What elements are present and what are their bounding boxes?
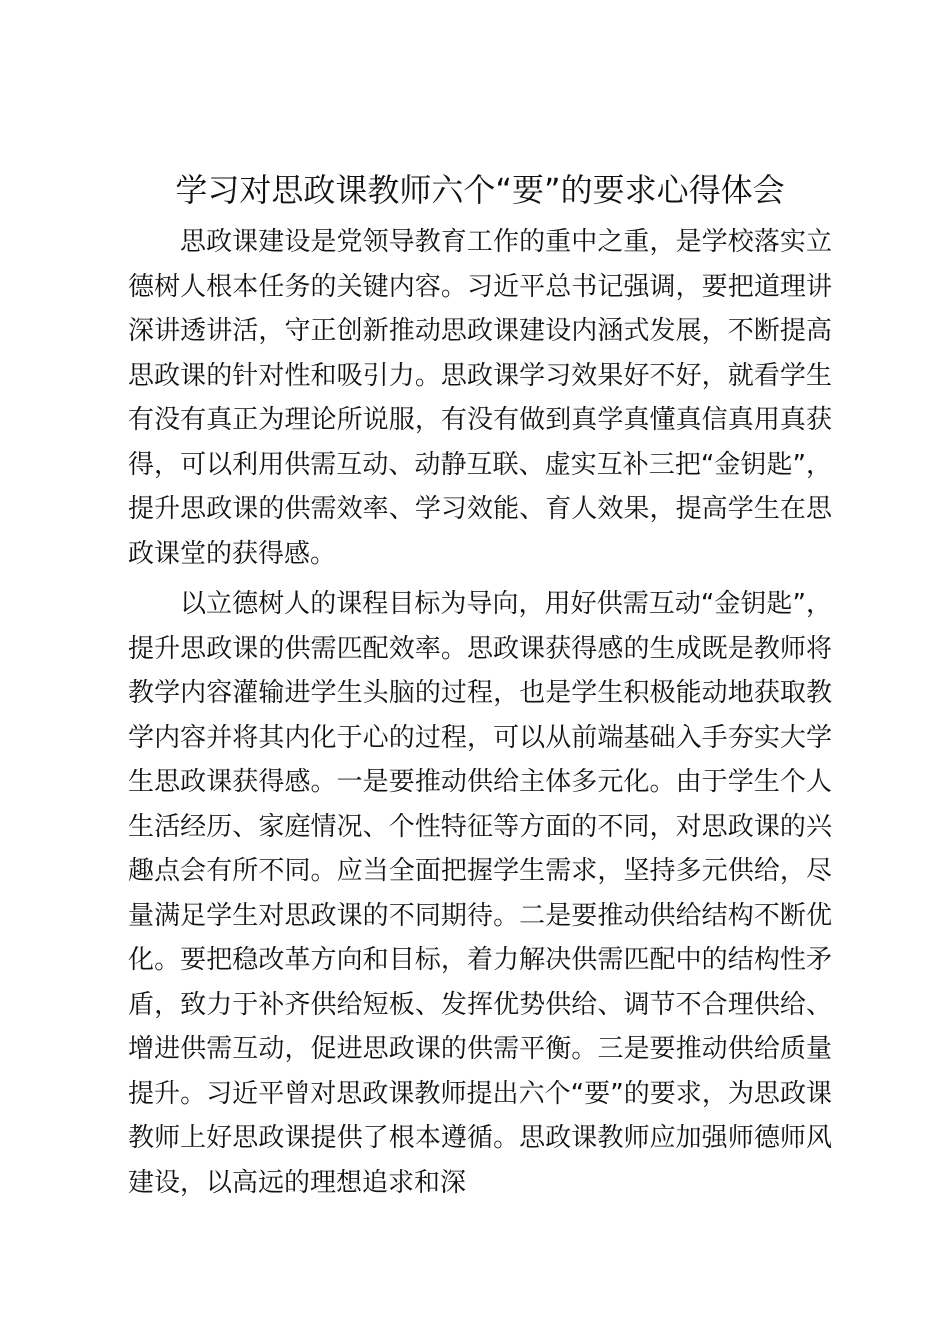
paragraph-2: 以立德树人的课程目标为导向，用好供需互动“金钥匙”，提升思政课的供需匹配效率。思政课获得感的生成既是教师将教学内容灌输进学生头脑的过程，也是学生积极能动地获取教学内容并将其内化于心的过程，可以从前端基础入手夯实大学生思政课获得感。一是要推动供给主体多元化。由于学生个人生活经历、家庭情况、个性特征等方面的不同，对思政课的兴趣点会有所不同。应当全面把握学生需求，坚持多元供给，尽量满足学生对思政课的不同期待。二是要推动供给结构不断优化。要把稳改革方向和目标，着力解决供需匹配中的结构性矛盾，致力于补齐供给短板、发挥优势供给、调节不合理供给、增进供需互动，促进思政课的供需平衡。三是要推动供给质量提升。习近平曾对思政课教师提出六个“要”的要求，为思政课教师上好思政课提供了根本遵循。思政课教师应加强师德师风建设，以高远的理想追求和深: [128, 589, 832, 1198]
paragraph-1: 思政课建设是党领导教育工作的重中之重，是学校落实立德树人根本任务的关键内容。习近平总书记强调，要把道理讲深讲透讲活，守正创新推动思政课建设内涵式发展，不断提高思政课的针对性和吸引力。思政课学习效果好不好，就看学生有没有真正为理论所说服，有没有做到真学真懂真信真用真获得，可以利用供需互动、动静互联、虚实互补三把“金钥匙”，提升思政课的供需效率、学习效能、育人效果，提高学生在思政课堂的获得感。: [128, 227, 832, 569]
document-title: 学习对思政课教师六个“要”的要求心得体会: [175, 171, 785, 209]
document-page: [128, 160, 832, 1205]
